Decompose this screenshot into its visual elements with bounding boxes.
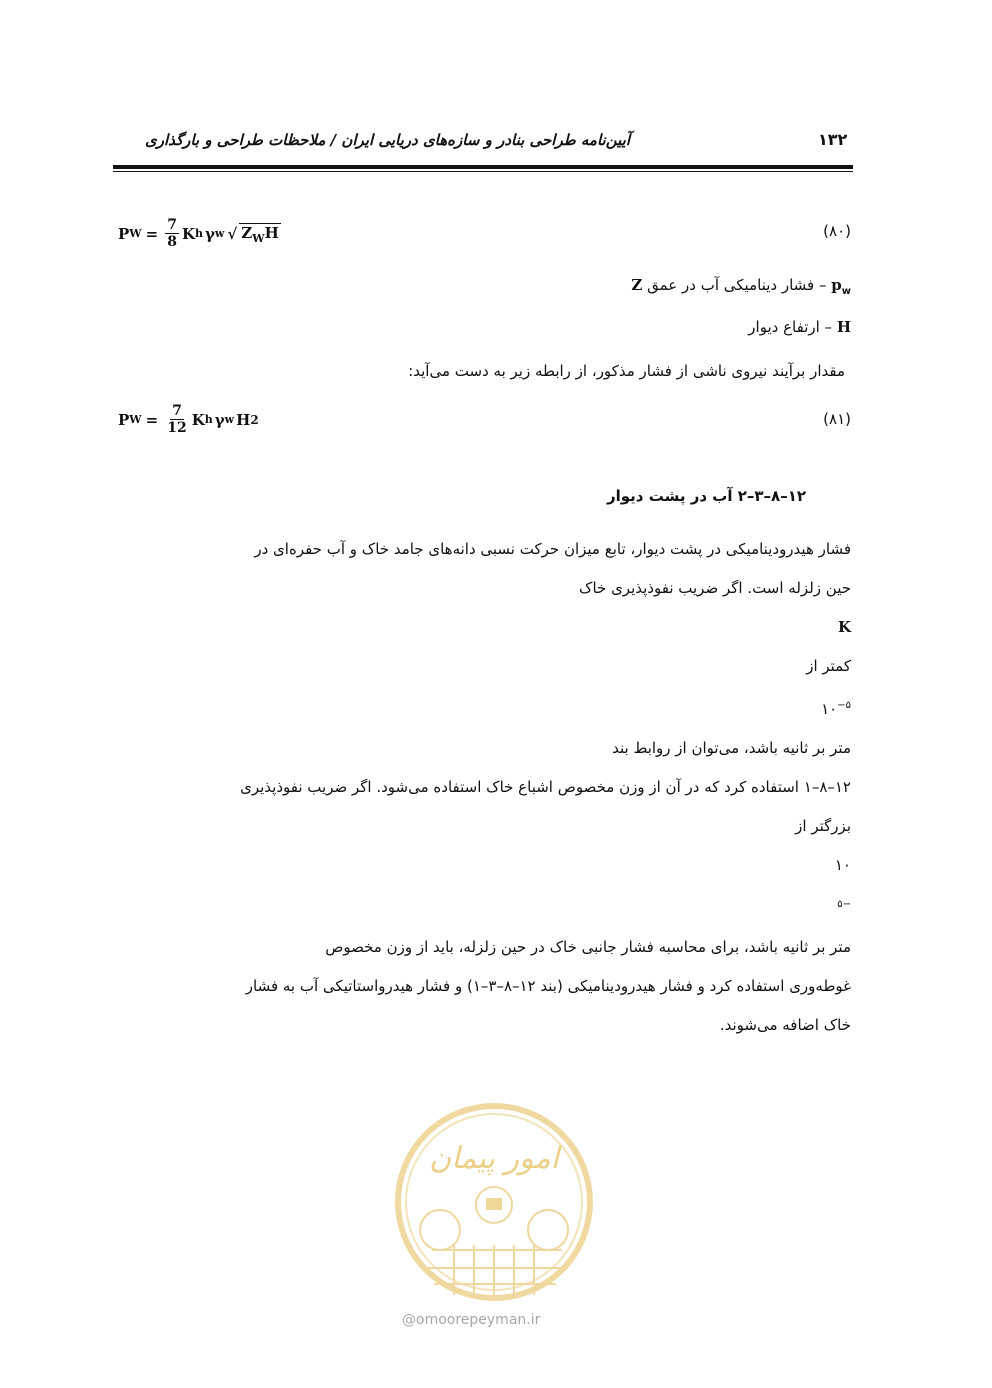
- paragraph-line-3: ۱۲–۸–۱ استفاده کرد که در آن از وزن مخصوص اشباع خاک استفاده می‌شود. اگر ضریب نفوذپذیری: [240, 778, 851, 796]
- running-header-title: آیین‌نامه طراحی بنادر و سازه‌های دریایی ایران / ملاحظات طراحی و بارگذاری: [144, 131, 630, 149]
- eq81-k: K: [191, 410, 205, 429]
- eq81-gamma: γ: [214, 410, 225, 429]
- eq80-numerator: 7: [167, 217, 177, 233]
- eq80-k: K: [181, 224, 196, 243]
- h-description: – ارتفاع دیوار: [748, 318, 837, 336]
- paragraph-line-5: غوطه‌وری استفاده کرد و فشار هیدرودینامیکی (بند ۱۲–۸–۳–۱) و فشار هیدرواستاتیکی آب به فشار: [245, 977, 851, 995]
- pw-symbol: p: [831, 276, 842, 294]
- h-symbol: H: [836, 318, 851, 336]
- paragraph-line-4: [116, 807, 851, 967]
- line4-power-base: ۱۰: [834, 856, 851, 874]
- line4-text-a: بزرگتر از: [795, 817, 851, 835]
- body-paragraph: [116, 530, 851, 1045]
- eq80-lhs: P: [118, 224, 130, 243]
- eq81-equals: =: [145, 410, 159, 429]
- watermark-url: [402, 1312, 540, 1328]
- section-title: ۱۲–۸–۳–۲ آب در پشت دیوار: [606, 487, 806, 505]
- line2-text-b: کمتر از: [806, 657, 851, 675]
- eq80-z-sub: W: [252, 231, 265, 245]
- eq80-gamma-sub: w: [214, 227, 225, 240]
- eq80-equals: =: [145, 224, 159, 243]
- header-rule-thin: [113, 171, 853, 172]
- pw-description: – فشار دینامیکی آب در عمق: [642, 276, 832, 294]
- pw-depth-z: Z: [631, 276, 643, 294]
- radical-sign-icon: √: [227, 224, 238, 243]
- intro-line: مقدار برآیند نیروی ناشی از فشار مذکور، از رابطه زیر به دست می‌آید:: [408, 362, 845, 380]
- pw-subscript: w: [841, 286, 851, 297]
- eq81-fraction: [165, 404, 188, 435]
- eq81-lhs-sub: W: [129, 413, 142, 426]
- eq80-lhs-sub: W: [129, 227, 142, 240]
- eq80-gamma: γ: [205, 224, 215, 243]
- omoorepeyman-logo-icon: [392, 1100, 597, 1305]
- line2-text-c: متر بر ثانیه باشد، می‌توان از روابط بند: [612, 739, 851, 757]
- line4-text-b: متر بر ثانیه باشد، برای محاسبه فشار جانبی خاک در حین زلزله، باید از وزن مخصوص: [325, 938, 851, 956]
- eq81-denominator: 12: [167, 420, 187, 436]
- permeability-k: K: [837, 618, 851, 636]
- line4-power-exponent: −۵: [837, 899, 851, 910]
- eq81-gamma-sub: w: [224, 413, 235, 426]
- eq81-h: H: [236, 410, 251, 429]
- eq81-numerator: 7: [172, 403, 182, 419]
- eq80-fraction: [165, 218, 179, 249]
- equation-81: [118, 404, 259, 435]
- at-sign-icon: @: [402, 1312, 416, 1328]
- paragraph-line-2: [116, 569, 851, 768]
- watermark-url-text: omoorepeyman.ir: [416, 1312, 541, 1328]
- eq80-sqrt-body: [239, 223, 281, 245]
- paragraph-line-1: فشار هیدرودینامیکی در پشت دیوار، تابع میزان حرکت نسبی دانه‌های جامد خاک و آب حفره‌ای در: [254, 540, 851, 558]
- page-number: ۱۳۲: [818, 130, 848, 149]
- logo-lettering: امور پیمان: [429, 1141, 559, 1176]
- eq81-lhs: P: [118, 410, 130, 429]
- definition-pw: [631, 276, 851, 297]
- definition-h: [748, 318, 851, 336]
- equation-80-number: (۸۰): [823, 222, 851, 240]
- eq80-h: H: [264, 223, 279, 242]
- line2-text-a: حین زلزله است. اگر ضریب نفوذپذیری خاک: [579, 579, 851, 597]
- eq81-h-sup: 2: [250, 412, 259, 427]
- paragraph-line-6: خاک اضافه می‌شوند.: [719, 1016, 851, 1034]
- equation-80: [118, 218, 281, 249]
- equation-81-number: (۸۱): [823, 410, 851, 428]
- eq80-k-sub: h: [195, 227, 204, 240]
- eq80-z: Z: [241, 223, 253, 242]
- line2-power-base: ۱۰: [821, 700, 838, 718]
- line2-power-exponent: −۵: [837, 700, 851, 711]
- header-rule-thick: [113, 165, 853, 169]
- eq80-denominator: 8: [167, 234, 177, 250]
- eq81-k-sub: h: [204, 413, 213, 426]
